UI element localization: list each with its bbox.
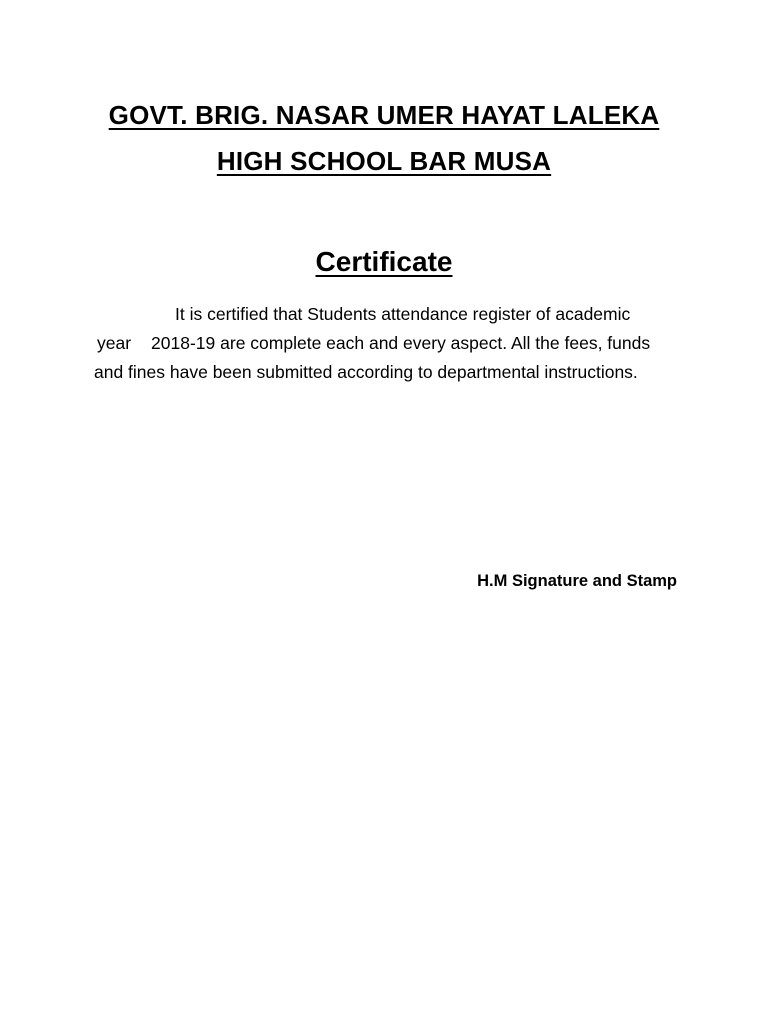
certificate-body-line-3: and fines have been submitted according to departmental instructions. — [94, 362, 638, 382]
certificate-title — [0, 246, 768, 278]
school-name-line-1-text: GOVT. BRIG. NASAR UMER HAYAT LALEKA — [108, 100, 660, 130]
body-line-2-word: year — [97, 333, 132, 353]
body-line-2-rest: 2018-19 are complete each and every aspect. All the fees, funds — [151, 333, 651, 353]
school-name-line-2 — [0, 146, 768, 177]
school-name-line-1 — [0, 100, 768, 131]
certificate-body-line-2 — [97, 333, 650, 354]
signature-label: H.M Signature and Stamp — [477, 572, 677, 590]
certificate-body-line-1: It is certified that Students attendance register of academic — [175, 304, 631, 324]
certificate-title-text: Certificate — [315, 246, 453, 277]
school-name-line-2-text: HIGH SCHOOL BAR MUSA — [216, 146, 552, 176]
